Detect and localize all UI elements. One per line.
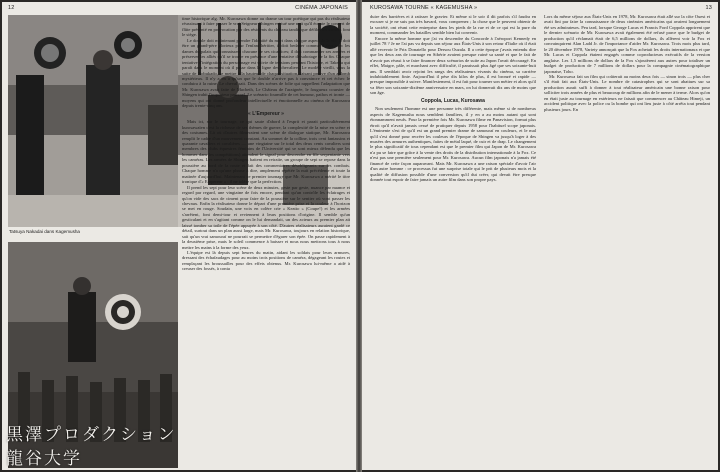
right-text-column-1 [370, 14, 536, 468]
right-col-paragraph: Non seulement l'homme est une personne très différente, mais même si de nombreux aspects de Kagemusha nous semblent familiers, il y en a au moins autant qui sont étonnamment neufs. Pour la première fois Mr. Kurosawa filme en Panavision, format plus étroit qu'il n'avait jamais cessé de pratiquer depuis 1958 pour l'habituel scope japonais. L'éminente s'est de qu'il est un grand premier drame de samouraï en couleurs, et le mal qu'il s'est donné pour recréer les couleurs de l'époque de Shingen va jusqu'à loger à des musées des armures authentiques, faites de métal laqué, de cuir et de drap. Le changement le plus significatif de tous cependant est que le premier film qui Japon de Mr. Kurosawa n'a pu se faire que grâce à la vente des droits de la distribution internationale à la Fox. Ce n'est pas une première seulement pour Mr. Kurosawa. Aucun film japonais n'a jamais été financé de cette façon auparavant. Mais Mr. Kurosawa a une raison spéciale d'avoir l'air d'un autre homme : ce processus fut une surprise totale qui le prit de plusieurs mois et la qualité de diffusion possible d'une conversion qu'il dut créer, qui devait être presque donnée tout espoir de faire jamais un autre film dans son propre pays. [370, 106, 536, 183]
right-running-header: KUROSAWA TOURNE « KAGEMUSHA » [370, 5, 478, 11]
right-col-paragraph: Encore la même homme que j'ai vu descendre du Concorde à l'aéroport Kennedy en juillet 78 ? Je ne l'ai pas vu depuis son séjour aux États-Unis à son retour d'Italie où il était allé recevoir le Prix Donatello pour Dersou Ouzala. Il a cette époque j'avais entendu dire que les deux ans de tournage en Sibérie avaient presque ruiné sa santé et que le fait de n'avoir pas réussi à se faire financer deux scénarios de suite au Japon l'avait découragé. En effet, Maigre, pâle, et marchant avec difficulté, il paraissait plus âgé que ses soixante-huit ans. Il semblait avoir rejoint les rangs des réalisateurs vivants du cinéma, sa carrière indubitablement finie. Aujourd'hui il pèse dix kilos de plus, il est bronzé et rapide — presque impossible à suivre. Manifestement, il est fait pour tourner son métier et alors qu'il va fêter son soixante-dixième anniversaire en mars, on lui donnerait dix ans de moins que son âge. [370, 35, 536, 96]
watermark-production: 黒澤プロダクション [6, 425, 177, 445]
left-running-header: CINÉMA JAPONAIS [295, 5, 348, 11]
left-col-paragraph: L'équipe est là depuis sept heures du matin, aidant les soldats pour leurs armures, dressant des échafaudages pour au moins trois positions de caméra, dégageant les routes et remplaçant les broussailles pour des effets obtenus. Mr. Kurosawa lui-même a aidé à creuser des fossés, à conta [182, 250, 350, 272]
left-page-number: 12 [8, 5, 15, 11]
left-col-paragraph: Il prend les sept pour leur scène de deux minutes, geste par geste, nuance par nuance et regard par regard, une vingtaine de fois encore, pendant qu'un contrôle les éclairages et qu'on vide des sacs de ciment pour faire de la poussière sur le sentier où vont passer les chevaux. Enfin la réalisateur donne le départ d'une première prise et la couleur à l'horizon se met en rouge. Soudain, une voix en colère crie « Keatto » (Coupe!) et les armées s'arrêtent, font demi-tour et reviennent à leurs positions d'origine. Il semble qu'un gesticulant et en s'agitant comme on le lui demandait, un des acteurs au premier plan ait laissé tomber sa toile de l'épée appuyée à son côté. D'autres réalisateurs auraient gardé ce détail, surtout dans un plan aussi large, mais Mr. Kurosawa, toujours en relation historique, sait qu'un vrai samouraï ne pourrait se permettre d'égarer son épée. On passe rapidement à la deuxième prise, mais le soleil commence à baisser et nous nous mettrons tous à nous mettre les mains à la forme des yeux. [182, 184, 350, 250]
right-col-paragraph: duire des barrières et à ratisser le gravier. Et même si le soir il dit parfois s'il faudra en excuser si je ne suis pas très bavard, vous comprenez ; la chose que le peuvent obtenir de la société, ont réuni cette entreprise dans les pieds de la rue et de ce qui est la pure du moment, commander les batailles semble bien lui convenir. [370, 14, 536, 36]
right-text-column-2 [544, 14, 710, 468]
left-col-paragraph: Le double doit maintenant prendre l'identité du mort dans chaque aspect de la vie. Il doit être un grand-père glorieux pour l'enfant héritier, il doit bedaner comme il faut avec les dames du palais qui connaissent chacune de ses cicatrices; il doit commander ses armées et préserver les alliés qu'il se trouve en présence d'une tentative de sabotage de la fin. Chaque tentative d'intégration du personnage est suivie de tensions pendant l'histoire, et Takeda qui paraît dans le moment où il passe dans la ligne des chevaliers. Le modèle vieilli, vous la suite de Nobukado, se mettre à la hauteur de chaque situation, faisant preuve d'un aplomb mystérieux. Il n'y a en a qu'un que le double n'arrive pas à convaincre et cet échec le conduira à la ruine. Le cheval sait. Dans des scènes de folie qui rappellent l'adaptation que Mr. Kurosawa avait faite de Macbeth, Le Château de l'araignée, le fougueux coursier de Shingen trahit l'imposteur paternel. Le scénario fourmille de cet humour, pathos et ironie — moyens qui ont donné profondeur intellectuelle et émotionnelle au cinéma de Kurosawa depuis trente-cinq ans. [182, 37, 350, 109]
right-col-paragraph: Mr. Kurosawa fait un film qui coûterait au moins deux fois — sinon trois — plus cher s'il était fait aux États-Unis. Le nombre de catastrophes qui se sont abattues sur sa production aurait suffi à donner à tout réalisateur américain une bonne raison pour solliciter trois années de plus et beaucoup de millions afin de le mener à terme. Alors qu'on en était juste au tournage en extérieurs ne faisait que commencer au Château Himeji, un accident politique avec la police ou la bombe qui ont lieu juste à côté arrêta tout pendant plusieurs jours. En [544, 73, 710, 112]
right-page-number: 13 [705, 5, 712, 11]
heading-coppola: Coppola, Lucas, Kurosawa [421, 97, 485, 104]
photo-warrior-courtyard [8, 15, 178, 227]
left-text-column [182, 16, 350, 468]
watermark-university: 龍谷大学 [6, 449, 82, 469]
right-col-paragraph: Lors du même séjour aux États-Unis en 1978, Mr. Kurosawa était allé sur la côte Ouest et avait fini par faire la connaissance de deux cinéastes américains qui avaient longuement été ses admirateurs. Peu tard, lorsque George Lucas et Francis Ford Coppola apprirent que le dernier scénario de Mr. Kurosawa avait également été refusé parce que le budget de production qu'il réclamait était de 6,5 millions de dollars, ils allèrent voir la Fox et convainquirent Alan Ladd Jr. de l'importance d'aider Mr. Kurosawa. Trois mois plus tard, le 20 décembre 1978, Variety annonçait que la Fox achetait les droits internationaux et que Mr. Lucas et Coppola étaient engagés comme coproducteurs exécutifs de la version anglaise. Les 1,5 millions de dollars de la Fox s'ajoutèrent aux autres pour totaliser un budget de production de 7 millions de dollars pour la compagnie cinématographique japonaise, Toho. [544, 14, 710, 74]
left-col-paragraph: Mais ici, sur le tournage, ce qui saute d'abord à l'esprit et parait particulièrement kurosawaïen c'est la richesse de ses thèmes de guerre, la complexité de la mise en scène et des costumes. Là où d'autres filmeraient une scène de dialogue statique, Mr. Kurosawa remplit le cadre d'un mouvement constant. Au sommet de la colline, trois cent fantassins et quarante cavaliers et cavalières — une vingtaine sur le total des deux cents cavaliers sont membres des clubs équestres féminins de l'Université qui se sont mieux défendu que les hommes dans les compétitions) attendent le signal pour descendre en file serpentante vers les caméras. Les armées de Shingen battent en retraite, un groupe de sept se repose dans la poussière au bord de la route et fait des commentaires désobligeants sur les combats. Chaque homme n'a qu'une phrase à dire, amplement répétée la nuit précédente et toute la matinée d'aujourd'hui. Maintenant ce premier tournage que Mr. Kurosawa a mérité le titre ironique d'« Empereur » : il ne tolère que la perfection. [182, 119, 350, 185]
left-page [2, 2, 356, 470]
photo-warrior-courtyard-image [8, 15, 178, 227]
heading-empereur: « L'Empereur » [248, 110, 284, 117]
left-col-intro: time historique alg. Mr. Kurosawa donne au drame un tour poétique qui pas du réalisateur réussissant à faire passer le vrai Seigneur Shingen est tué une nuit qu'il écoute le concert de flûte présenté en provocation par des résidents du château tandis que défiles les armées font le siège. [182, 16, 350, 38]
photo-caption: Tatsuya Nakadai dans Kagemusha [9, 229, 80, 234]
right-page [362, 2, 718, 470]
